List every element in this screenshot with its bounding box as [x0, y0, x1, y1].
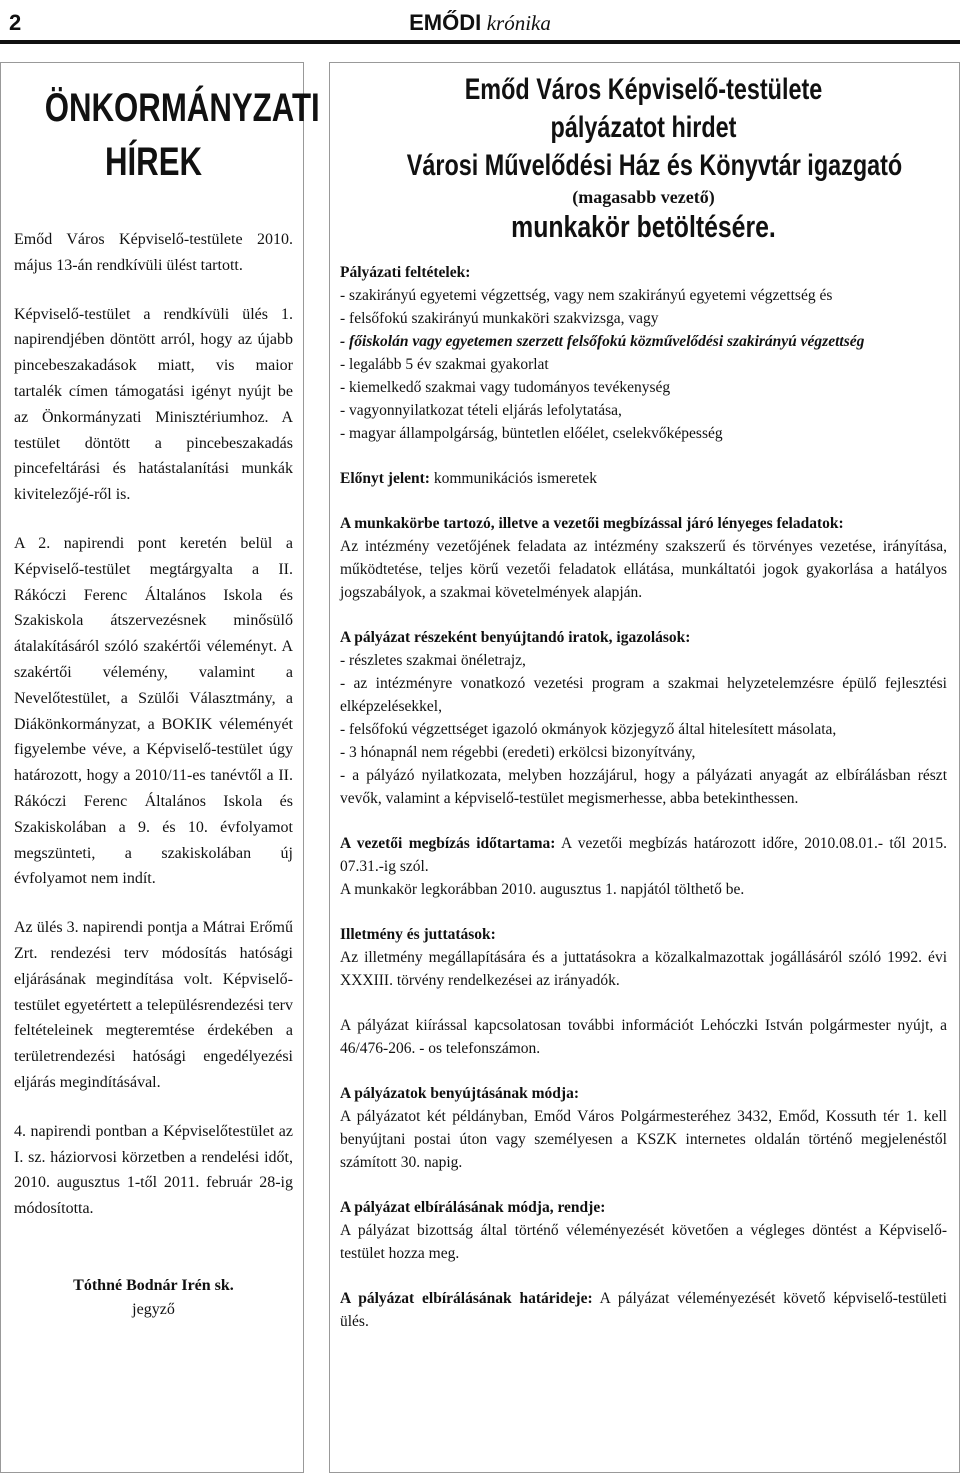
section-text: A munkakör legkorábban 2010. augusztus 1. napjától tölthető be. [340, 881, 745, 898]
list-item: - részletes szakmai önéletrajz, [340, 652, 526, 669]
signature [14, 1274, 293, 1322]
submission-section [340, 1082, 947, 1174]
list-item: - felsőfokú végzettséget igazoló okmányok közjegyző által hitelesített másolata, [340, 721, 837, 738]
section-text: A pályázatot két példányban, Emőd Város Polgármesteréhez 3432, Emőd, Kossuth tér 1. kell benyújtani postai úton vagy személyesen a KSZK internetes oldalán történő megjelenéstől számított 30. napig. [340, 1108, 947, 1171]
list-item: - 3 hónapnál nem régebbi (eredeti) erkölcsi bizonyítvány, [340, 744, 696, 761]
announcement-title [340, 63, 947, 245]
conditions-section [340, 261, 947, 445]
section-heading: A pályázat elbírálásának módja, rendje: [340, 1199, 606, 1216]
section-text: A pályázat kiírással kapcsolatosan további információt Lehóczki István polgármester nyújt, a 46/476-206. - os telefonszámon. [340, 1017, 947, 1057]
list-item: - szakirányú egyetemi végzettség, vagy nem szakirányú egyetemi végzettség és [340, 287, 833, 304]
news-title-line1: ÖNKORMÁNYZATI [44, 86, 320, 130]
evaluation-section [340, 1196, 947, 1265]
publication-subtitle: krónika [486, 11, 551, 35]
section-heading: A munkakörbe tartozó, illetve a vezetői megbízással járó lényeges feladatok: [340, 515, 844, 532]
section-text: A pályázat bizottság által történő véleményezését követően a végleges döntést a Képviselő-testület hozza meg. [340, 1222, 947, 1262]
info-section [340, 1014, 947, 1060]
publication-brand: EMŐDI [409, 10, 482, 35]
news-paragraph: Emőd Város Képviselő-testülete 2010. május 13-án rendkívüli ülést tartott. [14, 231, 293, 274]
salary-section [340, 923, 947, 992]
news-paragraph: Az ülés 3. napirendi pontja a Mátrai Erőmű Zrt. rendezési terv módosítás hatósági eljárásának megindítása volt. Képviselő-testület egyetértett a településrendezési terv feltételeinek megteremtése érdekében a területrendezési hatósági engedélyezési eljárás megindításával. [14, 919, 293, 1091]
news-paragraph: A 2. napirendi pont keretén belül a Képviselő-testület megtárgyalta a II. Rákóczi Ferenc Általános Iskola és Szakiskola átszervezésnek minősülő átalakításáról szóló szakértői véleményt. A szakértői vélemény, valamint a Nevelőtestület, a Szülői Választmány, a Diákönkormányzat, a BOKIK véleményét figyelembe véve, a Képviselő-testület úgy határozott, hogy a 2010/11-es tanévtől a II. Rákóczi Ferenc Általános Iskola és Szakiskolában a 9. és 10. évfolyamot megszünteti, a szakiskolában új évfolyamot nem indít. [14, 534, 293, 888]
section-heading: Előnyt jelent: [340, 470, 430, 487]
title-line: pályázatot hirdet [550, 111, 737, 144]
documents-section [340, 626, 947, 810]
duties-section [340, 512, 947, 604]
news-paragraph: 4. napirendi pontban a Képviselőtestület az I. sz. háziorvosi körzetben a rendelési időt, 2010. augusztus 1-től 2011. február 28-ig módosította. [14, 1122, 293, 1218]
news-column [0, 62, 320, 1473]
section-heading: A pályázat elbírálásának határideje: [340, 1290, 593, 1307]
signature-role: jegyző [132, 1300, 175, 1318]
list-item: - kiemelkedő szakmai vagy tudományos tevékenység [340, 379, 671, 396]
section-text: A vezetői megbízás határozott időre, 2010.08.01.- től 2015. 07.31.-ig szól. [340, 835, 947, 875]
title-line: munkakör betöltésére. [511, 209, 776, 244]
deadline-section [340, 1287, 947, 1333]
list-item: - főiskolán vagy egyetemen szerzett felsőfokú közművelődési szakirányú végzettség [340, 333, 865, 350]
advantage-section [340, 467, 947, 490]
term-section [340, 832, 947, 901]
list-item: - a pályázó nyilatkozata, melyben hozzájárul, hogy a pályázati anyagát az elbírálásban részt vevők, valamint a képviselő-testület megismerhesse, abba betekinthessen. [340, 767, 947, 807]
section-text: Az illetmény megállapítására és a juttatásokra a közalkalmazottak jogállásáról szóló 1992. évi XXXIII. törvény rendelkezései az irányadók. [340, 949, 947, 989]
section-text: kommunikációs ismeretek [429, 470, 598, 487]
list-item: - legalább 5 év szakmai gyakorlat [340, 356, 549, 373]
list-item: - vagyonnyilatkozat tételi eljárás lefolytatása, [340, 402, 622, 419]
list-item: - az intézményre vonatkozó vezetési program a szakmai helyzetelemzésre épülő fejlesztési elképzelésekkel, [340, 675, 947, 715]
news-title [44, 81, 320, 189]
section-heading: A pályázat részeként benyújtandó iratok, igazolások: [340, 629, 691, 646]
list-item: - magyar állampolgárság, büntetlen előélet, cselekvőképesség [340, 425, 723, 442]
publication-title [0, 10, 960, 36]
signature-name: Tóthné Bodnár Irén sk. [73, 1276, 234, 1294]
page-number: 2 [9, 10, 22, 35]
header-rule [0, 40, 960, 44]
title-line: Emőd Város Képviselő-testülete [464, 73, 823, 106]
section-heading: A pályázatok benyújtásának módja: [340, 1085, 579, 1102]
list-item: - felsőfokú szakirányú munkaköri szakvizsga, vagy [340, 310, 659, 327]
section-text: Az intézmény vezetőjének feladata az intézmény szakszerű és törvényes vezetése, irányítása, működtetése, teljes körű vezetői feladatok ellátása, munkáltatói jogok gyakorlása a hatályos jogszabályok, a szakmai követelmények alapján. [340, 538, 947, 601]
title-line: (magasabb vezető) [572, 187, 715, 207]
page-header [0, 0, 960, 50]
section-text: A pályázat véleményezését követő képviselő-testületi ülés. [340, 1290, 947, 1330]
section-heading: Illetmény és juttatások: [340, 926, 496, 943]
job-announcement [329, 62, 960, 1473]
title-line: Városi Művelődési Ház és Könyvtár igazgató [406, 149, 903, 182]
news-paragraph: Képviselő-testület a rendkívüli ülés 1. napirendjében döntött arról, hogy az újabb pincebeszakadások miatt, vis maior tartalék címen támogatási igényt nyújt be az Önkormányzati Minisztériumhoz. A testület döntött a pincebeszakadás pincefeltárási és hatástalanítási munkák kivitelezőjé-ről is. [14, 305, 293, 504]
section-heading: Pályázati feltételek: [340, 264, 471, 281]
news-title-line2: HÍREK [104, 140, 203, 184]
section-heading: A vezetői megbízás időtartama: [340, 835, 556, 852]
